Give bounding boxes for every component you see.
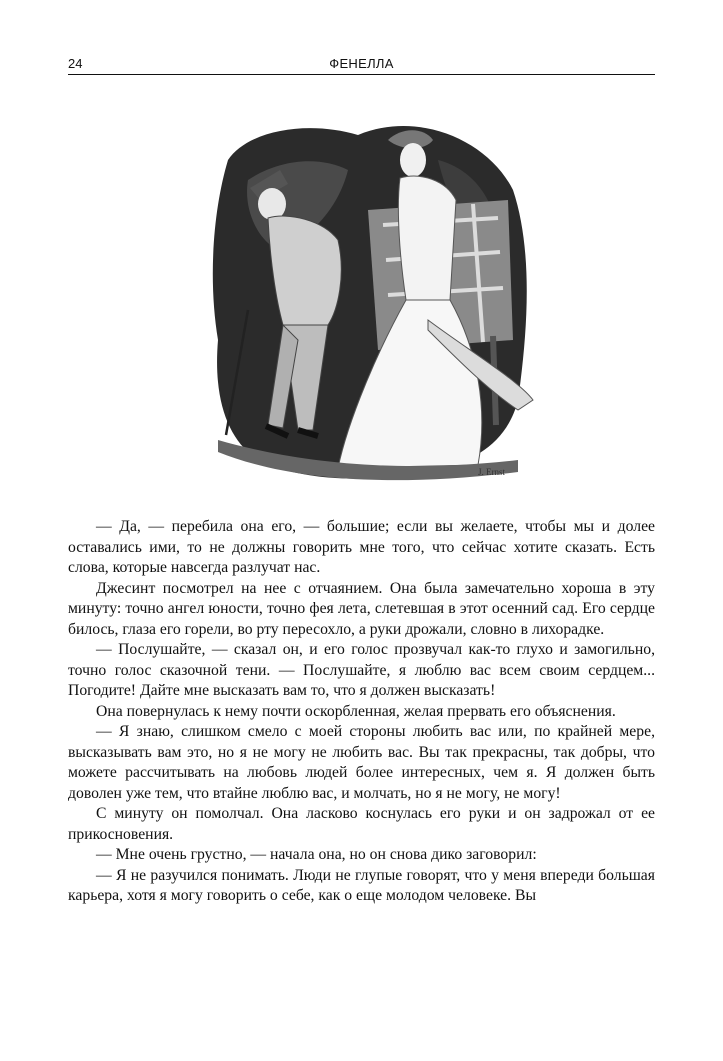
page-number: 24 bbox=[68, 56, 83, 71]
paragraph: С минуту он помолчал. Она ласково коснулась его руки и он задрожал от ее прикосновения. bbox=[68, 805, 655, 843]
artist-signature: J. Ernst bbox=[478, 467, 505, 477]
paragraph: — Послушайте, — сказал он, и его голос прозвучал как-то глухо и замогильно, точно голос сказочной тени. — Послушайте, я люблю вас всем своим сердцем... Погодите! Дайте мне высказать вам то, что я должен высказать! bbox=[68, 641, 655, 699]
paragraph: — Мне очень грустно, — начала она, но он снова дико заговорил: bbox=[96, 846, 537, 863]
paragraph: Джесинт посмотрел на нее с отчаянием. Она была замечательно хороша в эту минуту: точно ангел юности, точно фея лета, слетевшая в этот осенний сад. Его сердце билось, глаза его горели, во рту пересохло, а руки дрожали, словно в лихорадке. bbox=[68, 579, 655, 638]
running-title: ФЕНЕЛЛА bbox=[329, 56, 394, 71]
illustration bbox=[188, 100, 538, 495]
running-header bbox=[68, 54, 655, 75]
paragraph: — Я не разучился понимать. Люди не глупые говорят, что у меня впереди большая карьера, хотя я могу говорить о себе, как о еще молодом человеке. Вы bbox=[68, 866, 655, 904]
paragraph: — Да, — перебила она его, — большие; если вы желаете, чтобы мы и долее оставались ими, то не должны говорить мне того, что сейчас хотите сказать. Есть слова, которые навсегда разлучат нас. bbox=[68, 518, 655, 576]
paragraph: Она повернулась к нему почти оскорбленная, желая прервать его объяснения. bbox=[96, 702, 616, 720]
paragraph: — Я знаю, слишком смело с моей стороны любить вас или, по крайней мере, высказывать вам это, но я не могу не любить вас. Вы так прекрасны, так добры, что можете рассчитывать на любовь людей более интересных, чем я. Я должен быть доволен уже тем, что втайне люблю вас, и молчать, но я не могу, не могу! bbox=[68, 723, 655, 802]
body-text bbox=[68, 517, 655, 907]
